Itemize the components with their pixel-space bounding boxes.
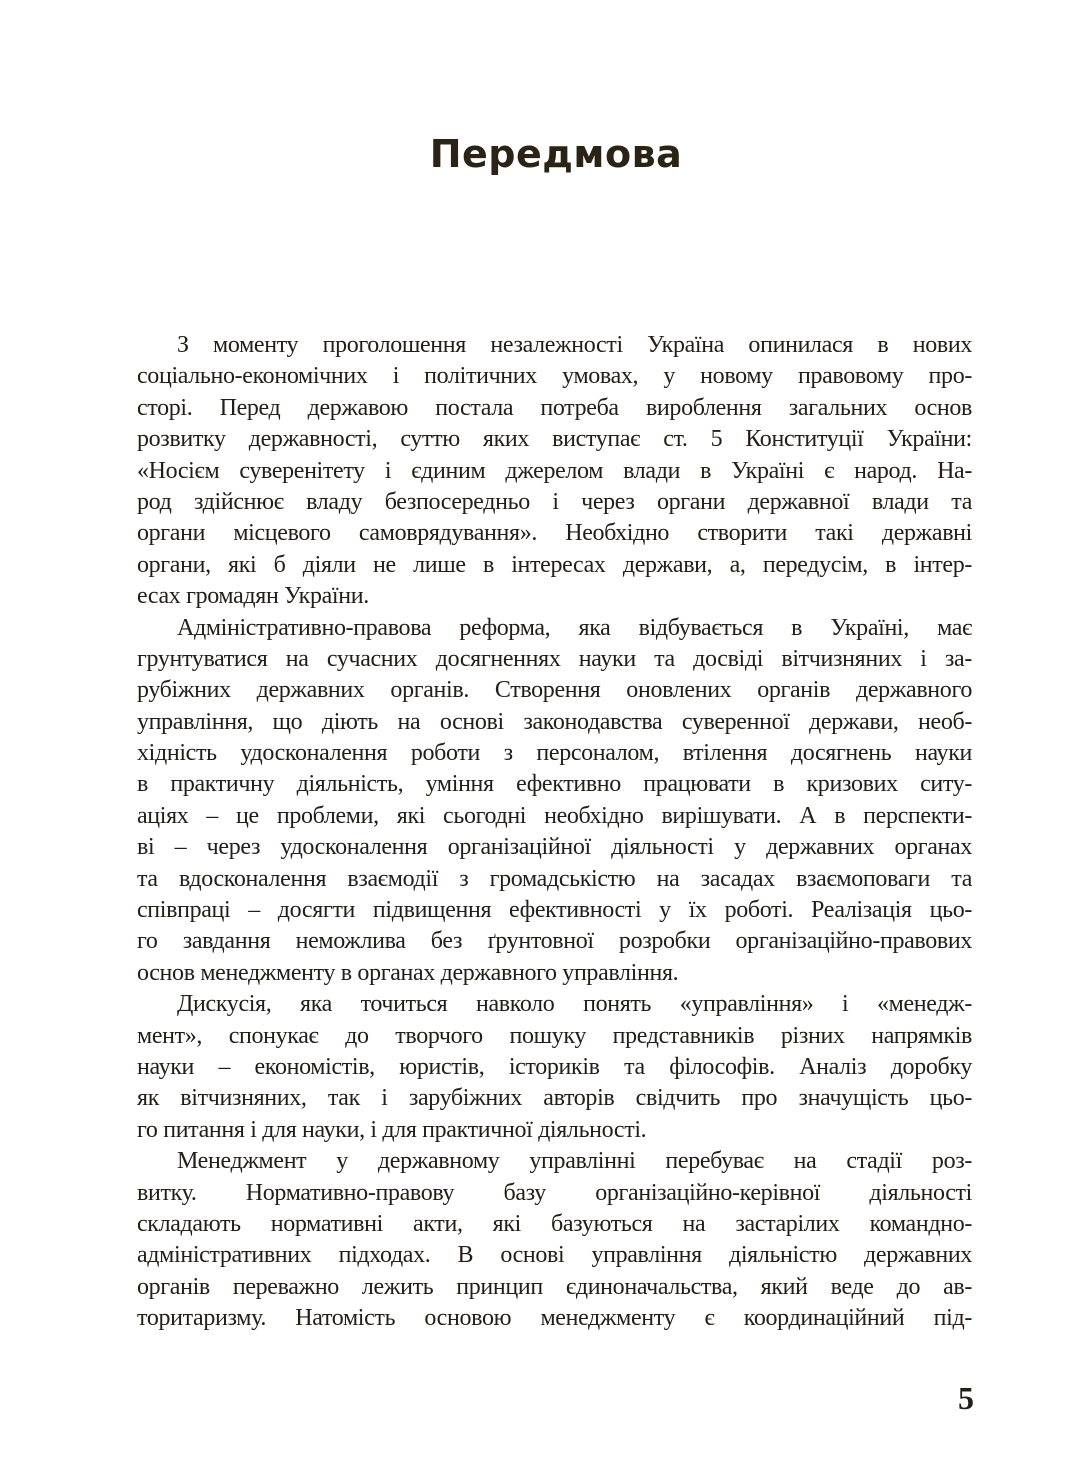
text-line: складають нормативні акти, які базуються на застарілих командно-	[137, 1210, 972, 1237]
text-line: род здійснює владу безпосередньо і через органи державної влади та	[137, 488, 972, 515]
text-line: органи місцевого самоврядування». Необхідно створити такі державні	[137, 520, 972, 547]
text-line: ві – через удосконалення організаційної діяльності у державних органах	[137, 834, 972, 861]
text-line: сторі. Перед державою постала потреба вироблення загальних основ	[137, 394, 972, 421]
text-line: основ менеджменту в органах державного управління.	[137, 959, 679, 986]
text-line: та вдосконалення взаємодії з громадськістю на засадах взаємоповаги та	[137, 865, 972, 892]
text-line: «Носієм суверенітету і єдиним джерелом влади в Україні є народ. На-	[137, 457, 972, 484]
text-line: аціях – це проблеми, які сьогодні необхідно вирішувати. А в перспекти-	[137, 802, 972, 829]
page-title: Передмова	[429, 132, 683, 176]
text-line: го питання і для науки, і для практичної діяльності.	[137, 1116, 647, 1143]
text-line: есах громадян України.	[137, 583, 369, 610]
text-line: адміністративних підходах. В основі управління діяльністю державних	[137, 1242, 972, 1269]
paragraph	[137, 1146, 972, 1334]
text-line: З моменту проголошення незалежності Україна опинилася в нових	[177, 332, 972, 358]
text-line: го завдання неможлива без ґрунтовної розробки організаційно-правових	[137, 928, 972, 955]
text-line: в практичну діяльність, уміння ефективно працювати в кризових ситу-	[137, 771, 972, 798]
text-line: як вітчизняних, так і зарубіжних авторів свідчить про значущість цьо-	[137, 1085, 972, 1112]
text-line: співпраці – досягти підвищення ефективності у їх роботі. Реалізація цьо-	[137, 897, 972, 924]
text-line: науки – економістів, юристів, істориків та філософів. Аналіз доробку	[137, 1053, 972, 1080]
text-line: витку. Нормативно-правову базу організаційно-керівної діяльності	[137, 1179, 972, 1206]
text-line: хідність удосконалення роботи з персоналом, втілення досягнень науки	[137, 740, 972, 767]
text-line: Менеджмент у державному управлінні перебуває на стадії роз-	[177, 1148, 972, 1175]
text-line: мент», спонукає до творчого пошуку представників різних напрямків	[137, 1022, 972, 1049]
paragraph	[137, 989, 972, 1146]
page-number: 5	[958, 1380, 974, 1416]
text-line: управління, що діють на основі законодавства суверенної держави, необ-	[137, 708, 972, 735]
paragraph	[137, 330, 972, 613]
body-text	[137, 330, 972, 1335]
text-line: розвитку державності, суттю яких виступає ст. 5 Конституції України:	[137, 426, 972, 453]
text-line: соціально-економічних і політичних умовах, у новому правовому про-	[137, 363, 972, 390]
text-line: органи, які б діяли не лише в інтересах держави, а, передусім, в інтер-	[137, 551, 972, 578]
text-line: грунтуватися на сучасних досягненнях науки та досвіді вітчизняних і за-	[137, 645, 972, 672]
paragraph	[137, 613, 972, 990]
text-line: Дискусія, яка точиться навколо понять «управління» і «менедж-	[177, 991, 972, 1018]
text-line: Адміністративно-правова реформа, яка відбувається в Україні, має	[177, 614, 972, 641]
text-line: торитаризму. Натомість основою менеджменту є координаційний під-	[137, 1305, 972, 1332]
text-line: рубіжних державних органів. Створення оновлених органів державного	[137, 677, 972, 704]
text-line: органів переважно лежить принцип єдиноначальства, який веде до ав-	[137, 1273, 972, 1300]
